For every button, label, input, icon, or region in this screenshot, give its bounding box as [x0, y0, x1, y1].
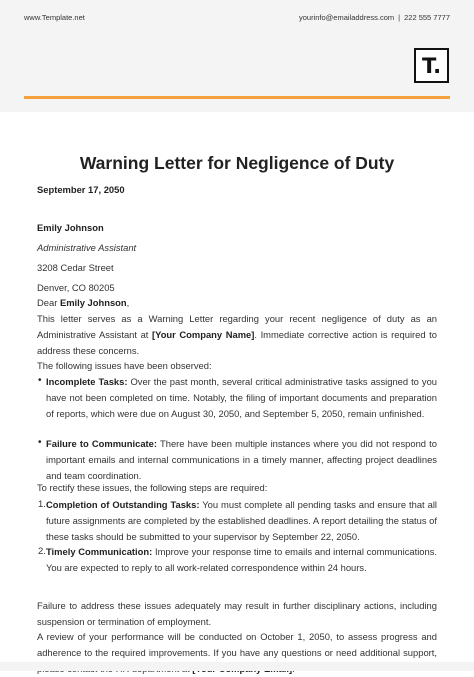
issue-label: Incomplete Tasks:: [46, 376, 128, 387]
step-item: [46, 544, 437, 576]
greeting: [37, 297, 129, 308]
issue-text: There have been multiple instances where you did not respond to important emails and internal communications in a timely manner, affecting project deadlines and team coordination.: [46, 438, 437, 481]
contact-separator: |: [398, 13, 401, 22]
footer-band: [0, 662, 474, 671]
phone-text: 222 555 7777: [404, 13, 450, 22]
issue-item: [46, 374, 437, 422]
recipient-position: Administrative Assistant: [37, 242, 137, 253]
bullet-icon: •: [38, 437, 42, 448]
letterhead: [0, 0, 474, 112]
step-label: Timely Communication:: [46, 546, 153, 557]
intro-text-1: This letter serves as a Warning Letter regarding your recent negligence of duty as an Administrative Assistant at: [37, 313, 437, 340]
accent-divider: [24, 96, 450, 99]
issues-intro: The following issues have been observed:: [37, 360, 212, 371]
step-number: 1.: [38, 498, 46, 509]
bullet-icon: •: [38, 375, 42, 386]
company-name-placeholder: [Your Company Name]: [152, 329, 255, 340]
consequence-paragraph: Failure to address these issues adequately may result in further disciplinary actions, including suspension or termination of employment.: [37, 600, 437, 627]
website-text: www.Template.net: [24, 13, 85, 22]
issue-item: [46, 436, 437, 484]
recipient-city: Denver, CO 80205: [37, 282, 115, 293]
greeting-prefix: Dear: [37, 297, 60, 308]
contact-info: [299, 13, 450, 22]
step-number: 2.: [38, 545, 46, 556]
review-text: A review of your performance will be conducted on October 1, 2050, to assess progress and adherence to the required improvements. If you have any questions or need additional support,: [37, 631, 437, 658]
greeting-suffix: ,: [126, 297, 130, 308]
logo-icon: T.: [414, 48, 449, 83]
document-title: Warning Letter for Negligence of Duty: [79, 153, 395, 173]
intro-text-2: . Immediate corrective action is required to address these concerns.: [37, 329, 437, 356]
issue-label: Failure to Communicate:: [46, 438, 158, 449]
recipient-street: 3208 Cedar Street: [37, 262, 114, 273]
greeting-name: Emily Johnson: [59, 297, 127, 308]
step-label: Completion of Outstanding Tasks:: [46, 499, 200, 510]
step-text: Improve your response time to emails and internal communications. You are expected to reply to all work-related correspondence within 24 hours.: [46, 546, 438, 573]
letter-date: September 17, 2050: [37, 184, 125, 195]
issue-text: Over the past month, several critical administrative tasks assigned to you have not been completed on time. Notably, the filing of important documents and preparation of reports, which were due on August 30, 2050, and September 5, 2050, remain unfinished.: [46, 376, 437, 419]
steps-intro: To rectify these issues, the following steps are required:: [37, 482, 268, 493]
email-text: yourinfo@emailaddress.com: [299, 13, 395, 22]
intro-paragraph: [37, 311, 437, 359]
recipient-name: Emily Johnson: [37, 222, 104, 233]
step-item: [46, 497, 437, 545]
step-text: You must complete all pending tasks and ensure that all future assignments are completed by the established deadlines. A report detailing the status of these tasks should be submitted to your supervisor by September 22, 2050.: [46, 499, 437, 542]
